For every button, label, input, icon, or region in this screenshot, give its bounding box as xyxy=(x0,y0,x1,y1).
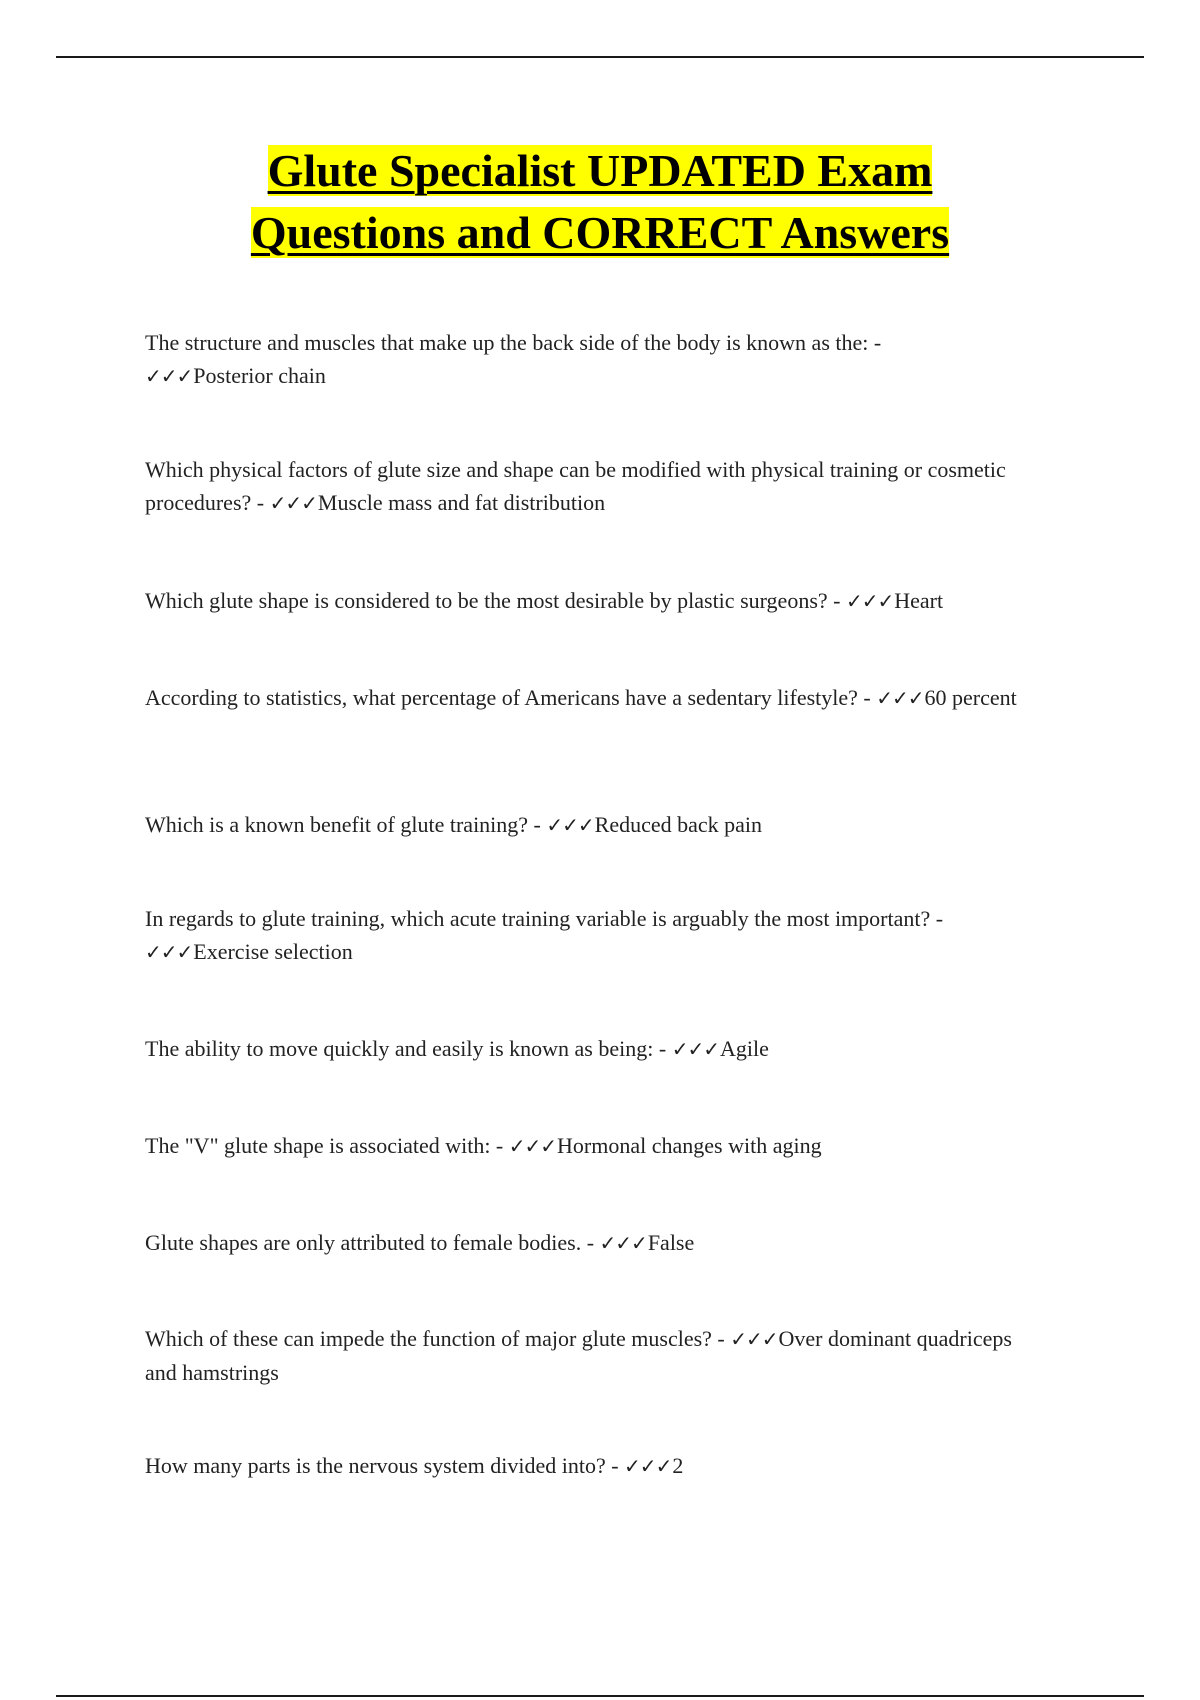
question-text: The structure and muscles that make up the back side of the body is known as the: - xyxy=(145,330,882,355)
question-text: Which of these can impede the function of major glute muscles? - xyxy=(145,1326,725,1351)
checkmark-icon: ✓✓✓ xyxy=(671,1037,719,1061)
answer-text: Exercise selection xyxy=(193,939,353,964)
title-line-2 xyxy=(247,202,953,264)
checkmark-icon: ✓✓✓ xyxy=(845,589,894,613)
document-title xyxy=(0,140,1200,264)
question-text: Which physical factors of glute size and shape can be modified with physical training or cosmetic procedures? - xyxy=(145,457,1006,515)
answer-text: 60 percent xyxy=(924,685,1017,710)
qa-item xyxy=(145,1032,1045,1066)
answer-text: Hormonal changes with aging xyxy=(557,1133,822,1158)
checkmark-icon: ✓✓✓ xyxy=(730,1327,778,1351)
top-divider xyxy=(56,56,1144,58)
qa-item xyxy=(145,453,1045,520)
qa-item xyxy=(145,808,1045,842)
answer-text: Heart xyxy=(894,588,944,613)
qa-item xyxy=(145,326,1045,393)
answer-text: Over dominant quadriceps and hamstrings xyxy=(145,1326,1012,1385)
answer-text: Posterior chain xyxy=(193,363,326,388)
qa-item xyxy=(145,1226,1045,1260)
qa-item xyxy=(145,902,1045,969)
checkmark-icon: ✓✓✓ xyxy=(508,1134,557,1158)
checkmark-icon: ✓✓✓ xyxy=(599,1231,647,1255)
checkmark-icon: ✓✓✓ xyxy=(546,813,594,837)
answer-text: Reduced back pain xyxy=(594,812,763,837)
answer-text: False xyxy=(647,1230,695,1255)
question-text: Which is a known benefit of glute training? - xyxy=(145,812,541,837)
title-line-1 xyxy=(264,140,937,202)
qa-item xyxy=(145,1449,1045,1483)
title-line-2-text: Questions and CORRECT Answers xyxy=(250,207,950,258)
title-line-1-text: Glute Specialist UPDATED Exam xyxy=(267,145,933,196)
checkmark-icon: ✓✓✓ xyxy=(624,1454,672,1478)
qa-item xyxy=(145,1129,1045,1163)
answer-text: Muscle mass and fat distribution xyxy=(317,490,606,515)
answer-text: 2 xyxy=(672,1453,684,1478)
checkmark-icon: ✓✓✓ xyxy=(145,940,193,964)
question-text: In regards to glute training, which acute training variable is arguably the most important? - xyxy=(145,906,944,931)
qa-item xyxy=(145,584,1045,618)
question-text: Which glute shape is considered to be the most desirable by plastic surgeons? - xyxy=(145,588,841,613)
question-text: According to statistics, what percentage of Americans have a sedentary lifestyle? - xyxy=(145,685,871,710)
question-text: The "V" glute shape is associated with: - xyxy=(145,1133,504,1158)
checkmark-icon: ✓✓✓ xyxy=(876,686,924,710)
checkmark-icon: ✓✓✓ xyxy=(269,491,317,515)
qa-item xyxy=(145,681,1045,715)
question-text: The ability to move quickly and easily is known as being: - xyxy=(145,1036,667,1061)
checkmark-icon: ✓✓✓ xyxy=(145,364,193,388)
question-text: How many parts is the nervous system divided into? - xyxy=(145,1453,619,1478)
answer-text: Agile xyxy=(719,1036,769,1061)
bottom-divider xyxy=(56,1695,1144,1697)
question-text: Glute shapes are only attributed to female bodies. - xyxy=(145,1230,595,1255)
qa-item xyxy=(145,1322,1045,1389)
